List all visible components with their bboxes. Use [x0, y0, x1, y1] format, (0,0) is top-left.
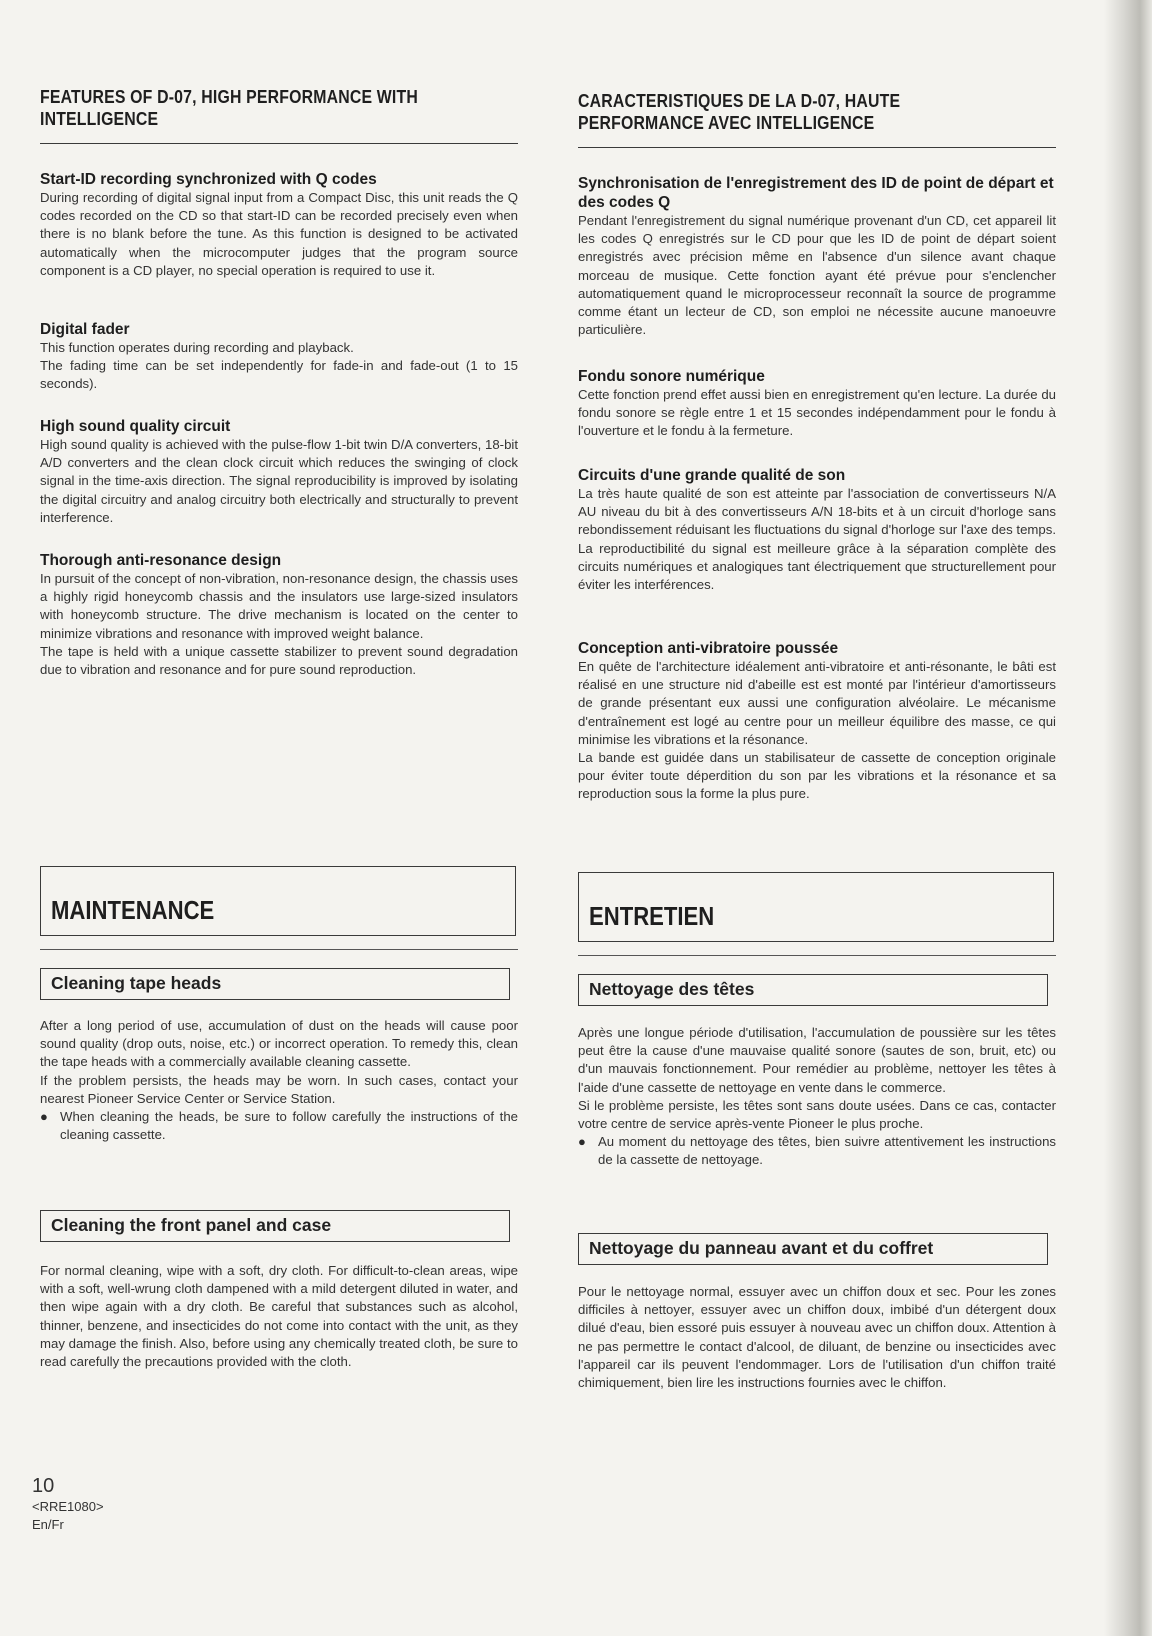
- feature-body: The fading time can be set independently for fade-in and fade-out (1 to 15 seconds).: [40, 358, 518, 392]
- nettoyage-paragraph: Après une longue période d'utilisation, l'accumulation de poussière sur les têtes peut être la cause d'une mauvaise qualité sonore (sautes de son, bruit, etc) ou d'un mauvais fonctionnement. Pour remédier au problème, nettoyer les têtes à l'aide d'une cassette de nettoyage en vente dans le commerce.: [578, 1025, 1056, 1095]
- maintenance-rule: [40, 949, 518, 950]
- entretien-title: ENTRETIEN: [589, 901, 715, 931]
- nettoyage-bullet: [578, 1133, 1056, 1169]
- feature-heading: Synchronisation de l'enregistrement des ID de point de départ et des codes Q: [578, 175, 1054, 211]
- features-title: FEATURES OF D-07, HIGH PERFORMANCE WITH INTELLIGENCE: [40, 87, 418, 129]
- entretien-box: [578, 872, 1054, 942]
- nettoyage-panneau-paragraph: Pour le nettoyage normal, essuyer avec un chiffon doux et sec. Pour les zones difficiles à nettoyer, essuyer avec un chiffon doux, imbibé d'un détergent doux dilué d'eau, bien essoré puis essuyer à nouveau avec un chiffon doux. Attention à ne pas permettre le contact d'alcool, de diluant, de benzine ou insecticides avec l'appareil car ils peuvent l'endommager. Lors de l'utilisation d'un chiffon traité chimiquement, bien lire les instructions fournies avec le chiffon.: [578, 1284, 1056, 1391]
- bullet-text: When cleaning the heads, be sure to follow carefully the instructions of the cleaning cassette.: [60, 1109, 518, 1143]
- feature-heading: Thorough anti-resonance design: [40, 552, 282, 569]
- cleaning-panel-text: [40, 1262, 518, 1371]
- feature-heading: Conception anti-vibratoire poussée: [578, 640, 839, 657]
- bullet-icon: ●: [40, 1109, 48, 1125]
- nettoyage-tetes-box: [578, 974, 1048, 1006]
- caracteristiques-title: CARACTERISTIQUES DE LA D-07, HAUTE PERFORMANCE AVEC INTELLIGENCE: [578, 91, 901, 133]
- page-footer: [32, 1474, 104, 1534]
- feature-synchronisation: [578, 174, 1056, 339]
- nettoyage-tetes-title: Nettoyage des têtes: [589, 979, 755, 999]
- caracteristiques-title-rule: [578, 147, 1056, 148]
- language-code: En/Fr: [32, 1517, 64, 1532]
- feature-heading: Circuits d'une grande qualité de son: [578, 467, 846, 484]
- nettoyage-panneau-box: [578, 1233, 1048, 1265]
- features-title-rule: [40, 143, 518, 144]
- feature-body: La bande est guidée dans un stabilisateur de cassette de conception originale pour éviter toute déperdition du son par les vibrations et la résonance et sa reproduction sous la forme la plus pure.: [578, 750, 1056, 802]
- cleaning-heads-paragraph: After a long period of use, accumulation of dust on the heads will cause poor sound quality (drop outs, noise, etc.) or incorrect operation. To remedy this, clean the tape heads with a commercially available cleaning cassette.: [40, 1018, 518, 1070]
- cleaning-panel-title: Cleaning the front panel and case: [51, 1215, 332, 1235]
- feature-sound-quality: [40, 417, 518, 527]
- bullet-text: Au moment du nettoyage des têtes, bien suivre attentivement les instructions de la cassette de nettoyage.: [598, 1134, 1056, 1168]
- nettoyage-panneau-title: Nettoyage du panneau avant et du coffret: [589, 1238, 934, 1258]
- maintenance-title: MAINTENANCE: [51, 895, 215, 925]
- feature-circuits: [578, 466, 1056, 594]
- feature-start-id: [40, 170, 518, 280]
- feature-body: The tape is held with a unique cassette stabilizer to prevent sound degradation due to vibration and resonance and for pure sound reproduction.: [40, 643, 518, 678]
- cleaning-heads-bullet: [40, 1108, 518, 1144]
- cleaning-heads-box: [40, 968, 510, 1000]
- nettoyage-tetes-text: [578, 1024, 1056, 1170]
- cleaning-panel-paragraph: For normal cleaning, wipe with a soft, dry cloth. For difficult-to-clean areas, wipe with a soft, well-wrung cloth dampened with a mild detergent diluted in water, and then wipe again with a dry cloth. Be careful that substances such as alcohol, thinner, benzene, and insecticides do not come into contact with the unit, as they may damage the finish. Also, before using any chemically treated cloth, be sure to read carefully the precautions provided with the cloth.: [40, 1263, 518, 1370]
- maintenance-box: [40, 866, 516, 936]
- feature-body: En quête de l'architecture idéalement anti-vibratoire et anti-résonante, le bâti est réalisé en une structure nid d'abeille est est monté par l'intérieur d'amortisseurs de grande présentant eux aussi une configuration alvéolaire. Le mécanisme d'entraînement est logé au centre pour un meilleur équilibre des masse, ce qui minimise les vibrations et la résonance.: [578, 659, 1056, 747]
- feature-fondu: [578, 367, 1056, 441]
- feature-body: High sound quality is achieved with the pulse-flow 1-bit twin D/A converters, 18-bit A/D converters and the clean clock circuit which reduces the swinging of clock signal in the time-axis direction. The signal reproducibility is improved by isolating the digital circuitry and analog circuitry both electrically and structurally to prevent interference.: [40, 437, 518, 525]
- cleaning-panel-box: [40, 1210, 510, 1242]
- entretien-rule: [578, 955, 1056, 956]
- feature-body: During recording of digital signal input from a Compact Disc, this unit reads the Q codes recorded on the CD so that start-ID can be recorded precisely even when there is no blank before the tune. As this function is designed to be activated automatically when the microcomputer judges that the program source component is a CD player, no special operation is required to use it.: [40, 190, 518, 278]
- page-edge-shadow: [1104, 0, 1152, 1636]
- feature-heading: High sound quality circuit: [40, 418, 231, 435]
- cleaning-heads-paragraph: If the problem persists, the heads may be worn. In such cases, contact your nearest Pioneer Service Center or Service Station.: [40, 1072, 518, 1106]
- page-number: 10: [32, 1475, 55, 1497]
- feature-body: Cette fonction prend effet aussi bien en enregistrement qu'en lecture. La durée du fondu sonore se règle entre 1 et 15 secondes indépendamment pour le fondu à l'ouverture et le fondu à la fermeture.: [578, 387, 1056, 439]
- nettoyage-paragraph: Si le problème persiste, les têtes sont sans doute usées. Dans ce cas, contacter votre centre de service après-vente Pioneer le plus proche.: [578, 1097, 1056, 1132]
- cleaning-heads-title: Cleaning tape heads: [51, 973, 222, 993]
- document-code: <RRE1080>: [32, 1499, 104, 1514]
- cleaning-heads-text: [40, 1017, 518, 1144]
- feature-body: In pursuit of the concept of non-vibration, non-resonance design, the chassis uses a highly rigid honeycomb chassis and the insulators use large-sized insulators with honeycomb structure. The drive mechanism is located on the center to minimize vibrations and resonance with improved weight balance.: [40, 571, 518, 641]
- feature-body: Pendant l'enregistrement du signal numérique provenant d'un CD, cet appareil lit les codes Q enregistrés sur le CD pour que les ID de point de départ soient enregistrés avec précision même en l'absence d'un silence avant chaque morceau de musique. Cette fonction ayant été prévue pour s'enclencher automatiquement quand le microprocesseur reconnaît la source de programme comme étant un lecteur de CD, son emploi ne nécessite aucune manoeuvre particulière.: [578, 213, 1056, 338]
- feature-heading: Start-ID recording synchronized with Q codes: [40, 171, 377, 188]
- feature-conception: [578, 639, 1056, 804]
- bullet-icon: ●: [578, 1134, 586, 1150]
- feature-anti-resonance: [40, 551, 518, 679]
- feature-digital-fader: [40, 320, 518, 394]
- feature-heading: Digital fader: [40, 321, 130, 338]
- nettoyage-panneau-text: [578, 1283, 1056, 1392]
- feature-body: La très haute qualité de son est atteinte par l'association de convertisseurs N/A AU niveau du bit à des convertisseurs A/N 18-bits et à un circuit d'horloge sans rebondissement réduisant les fluctuations du signal d'horloge sur l'axe des temps. La reproductibilité du signal est meilleure grâce à la séparation complète des circuits numériques et analogiques tant électriquement que structurellement pour éviter les interférences.: [578, 486, 1056, 593]
- feature-heading: Fondu sonore numérique: [578, 368, 765, 385]
- feature-body: This function operates during recording and playback.: [40, 340, 354, 355]
